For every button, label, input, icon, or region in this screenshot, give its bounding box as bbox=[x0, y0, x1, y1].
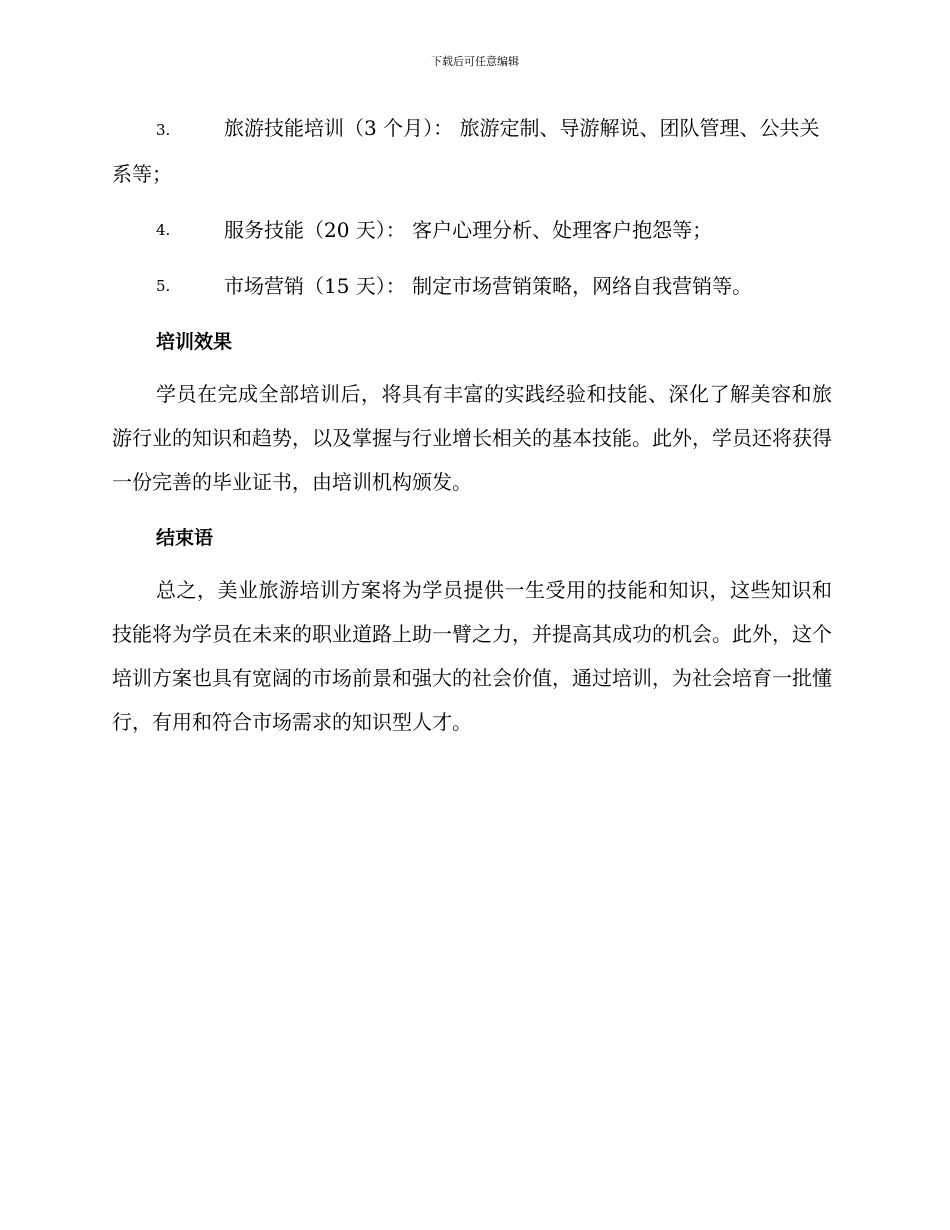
list-item bbox=[112, 106, 832, 196]
document-body bbox=[112, 106, 832, 756]
list-number: 5. bbox=[156, 277, 171, 295]
list-number: 3. bbox=[156, 121, 171, 139]
section-heading-conclusion: 结束语 bbox=[156, 527, 214, 549]
list-text: 市场营销（15 天）： 制定市场营销策略，网络自我营销等。 bbox=[224, 274, 753, 298]
list-number: 4. bbox=[156, 221, 171, 239]
list-text: 服务技能（20 天）： 客户心理分析、处理客户抱怨等； bbox=[224, 218, 713, 242]
section-paragraph-training-effect: 学员在完成全部培训后，将具有丰富的实践经验和技能、深化了解美容和旅游行业的知识和趋势，以及掌握与行业增长相关的基本技能。此外，学员还将获得一份完善的毕业证书，由培训机构颁发。 bbox=[112, 382, 832, 494]
section-heading-training-effect: 培训效果 bbox=[156, 331, 233, 353]
page-header: 下载后可任意编辑 bbox=[431, 55, 519, 68]
list-item bbox=[112, 264, 832, 308]
list-item bbox=[112, 208, 832, 252]
list-text: 旅游技能培训（3 个月）： 旅游定制、导游解说、团队管理、公共关系等； bbox=[112, 116, 820, 186]
section-paragraph-conclusion: 总之，美业旅游培训方案将为学员提供一生受用的技能和知识，这些知识和技能将为学员在未来的职业道路上助一臂之力，并提高其成功的机会。此外，这个培训方案也具有宽阔的市场前景和强大的社会价值，通过培训，为社会培育一批懂行，有用和符合市场需求的知识型人才。 bbox=[112, 578, 832, 734]
